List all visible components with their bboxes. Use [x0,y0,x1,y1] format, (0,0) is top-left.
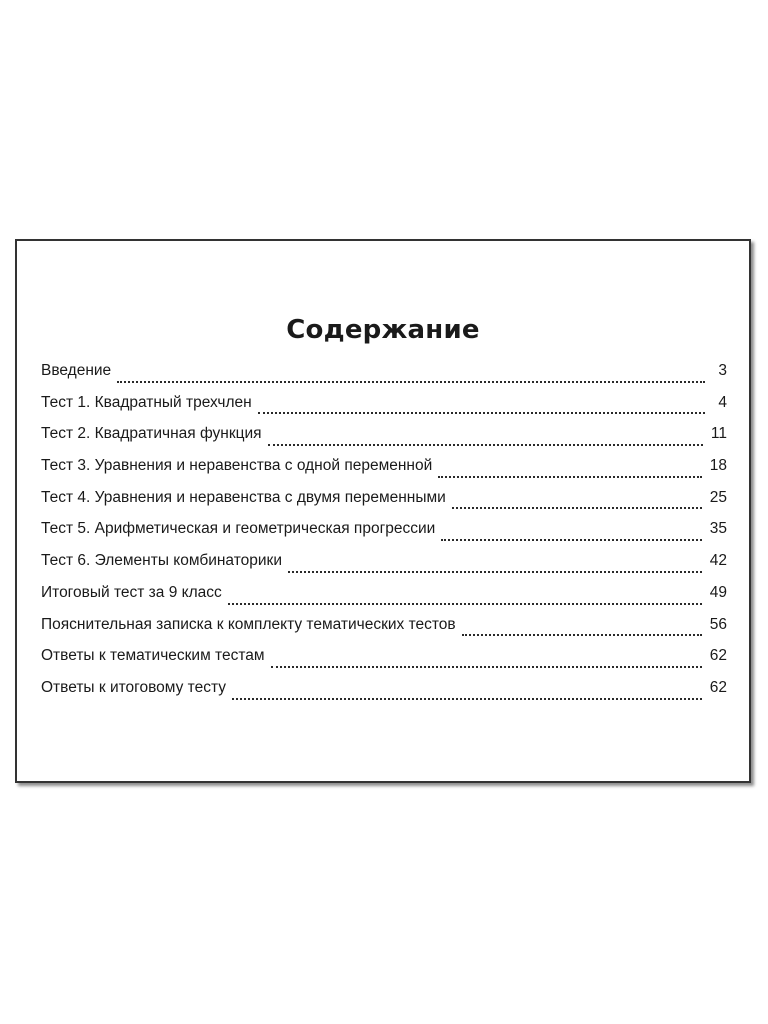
toc-entry-label: Тест 6. Элементы комбинаторики [41,552,282,570]
toc-entry-page: 56 [709,615,727,633]
toc-entry-page: 3 [718,362,727,379]
dot-leader [452,507,702,509]
toc-entry [41,679,727,711]
toc-entry-label: Пояснительная записка к комплекту тематических тестов [41,615,456,633]
toc-entry-page: 49 [709,583,727,601]
toc-entry [41,425,727,457]
dot-leader [117,381,705,383]
toc-entry [41,457,727,489]
dot-leader [438,476,702,478]
toc-entry [41,489,727,521]
toc-entry-label: Ответы к тематическим тестам [41,647,265,665]
toc-entry-page: 25 [709,488,727,506]
toc-entry-page: 18 [709,457,727,475]
page-title: Содержание [286,315,480,345]
dot-leader [232,698,702,700]
toc-entry [41,647,727,679]
toc-entry [41,584,727,616]
dot-leader [258,412,705,414]
toc-entry-label: Тест 4. Уравнения и неравенства с двумя переменными [41,488,446,506]
toc-entry-label: Тест 1. Квадратный трехчлен [41,393,252,411]
toc-entry-page: 35 [709,520,727,538]
toc-entry-page: 4 [718,393,727,411]
toc-list [41,362,727,711]
dot-leader [271,666,702,668]
toc-entry-page: 62 [709,678,727,696]
toc-entry [41,552,727,584]
toc-entry [41,362,727,394]
contents-page [15,239,751,783]
dot-leader [288,571,702,573]
dot-leader [462,634,702,636]
dot-leader [268,444,703,446]
toc-entry-page: 11 [710,425,727,443]
toc-entry [41,520,727,552]
toc-entry-label: Тест 2. Квадратичная функция [41,425,262,443]
toc-entry [41,394,727,426]
toc-entry [41,616,727,648]
dot-leader [228,603,702,605]
toc-entry-label: Введение [41,362,112,379]
dot-leader [441,539,701,541]
toc-entry-page: 62 [709,647,727,665]
toc-entry-label: Итоговый тест за 9 класс [41,583,222,601]
toc-entry-page: 42 [709,552,727,570]
toc-entry-label: Тест 5. Арифметическая и геометрическая прогрессии [41,520,436,538]
toc-entry-label: Тест 3. Уравнения и неравенства с одной переменной [41,457,433,475]
toc-entry-label: Ответы к итоговому тесту [41,678,226,696]
